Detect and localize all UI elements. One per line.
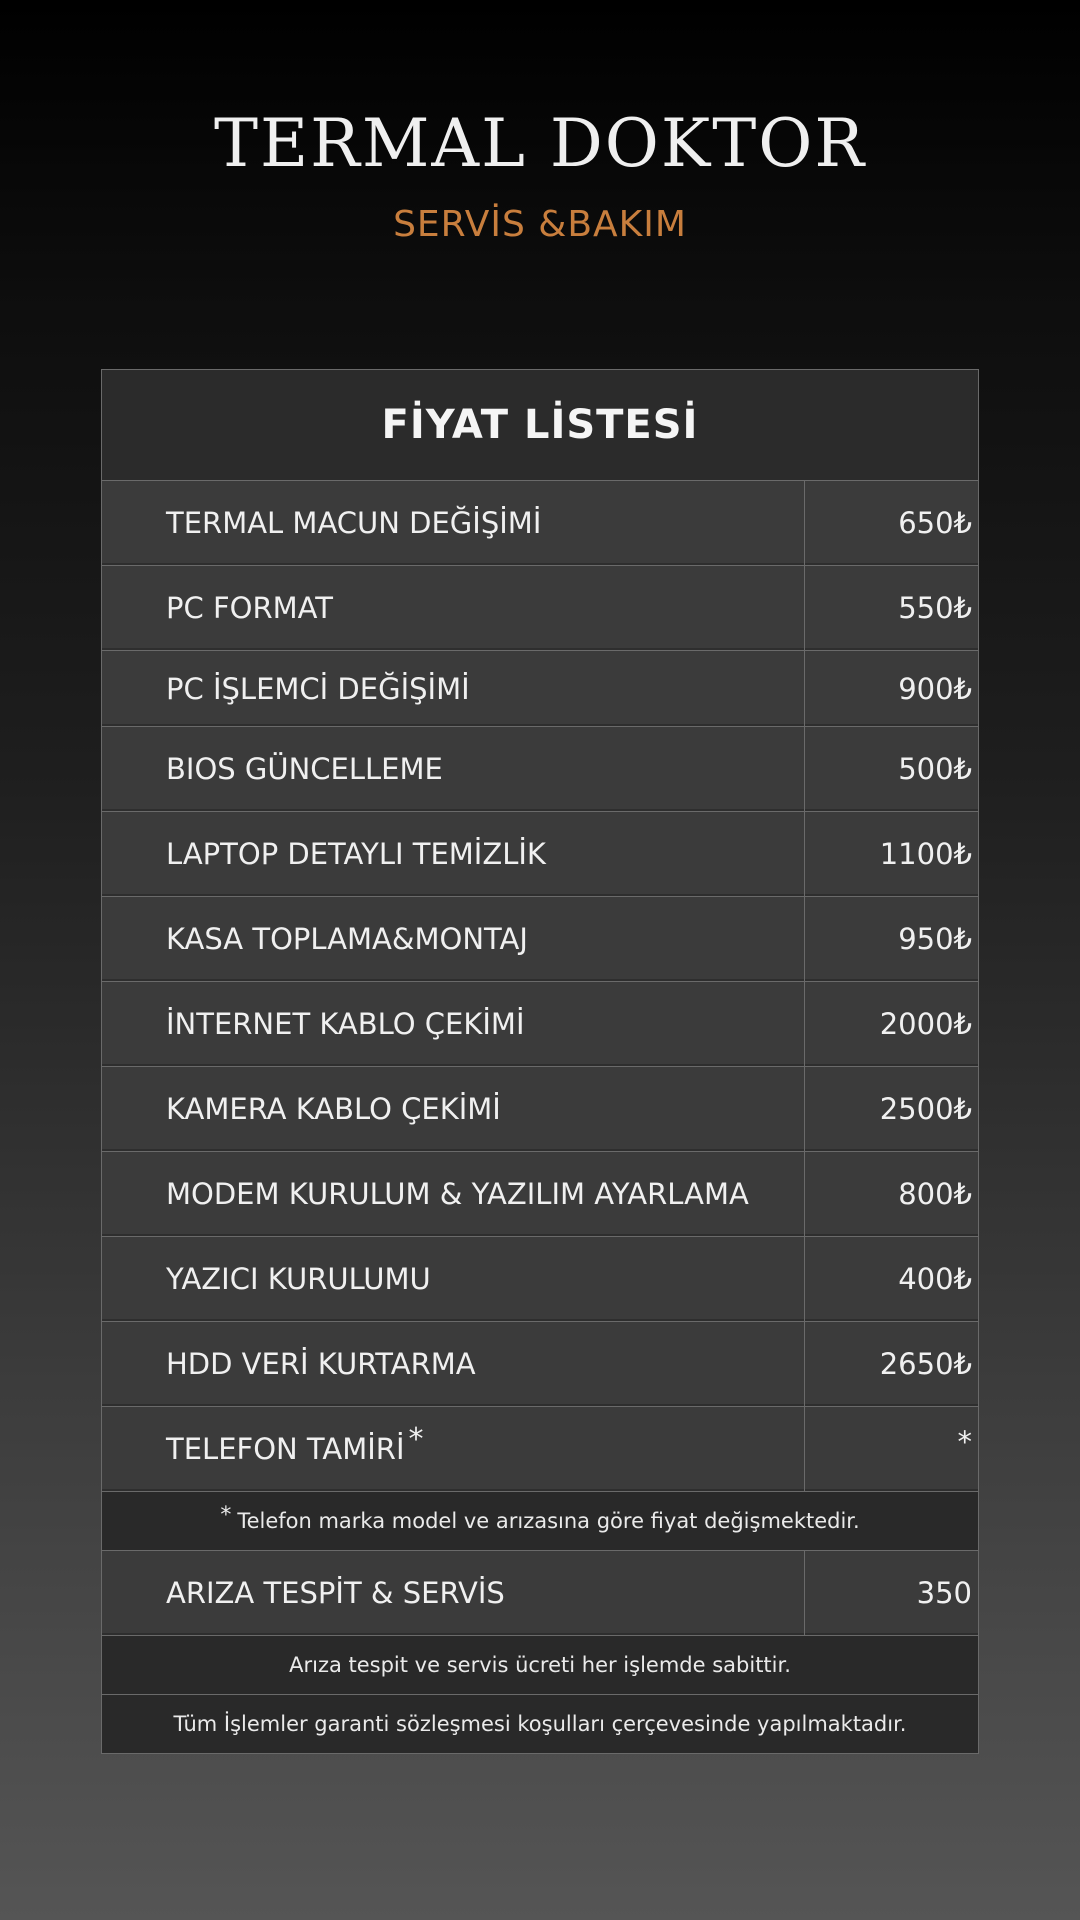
table-row <box>102 727 978 812</box>
table-row <box>102 566 978 651</box>
service-name: KASA TOPLAMA&MONTAJ <box>102 897 805 981</box>
service-name: ARIZA TESPİT & SERVİS <box>102 1551 805 1635</box>
service-price: 500₺ <box>898 752 972 786</box>
service-price: * <box>957 1425 972 1459</box>
service-name: TERMAL MACUN DEĞİŞİMİ <box>102 481 805 565</box>
service-price: 650₺ <box>898 506 972 540</box>
table-row <box>102 1237 978 1322</box>
service-name: BIOS GÜNCELLEME <box>102 727 805 811</box>
table-row <box>102 897 978 982</box>
price-list-table <box>101 369 979 1754</box>
service-name: PC İŞLEMCİ DEĞİŞİMİ <box>102 651 805 726</box>
service-price: 1100₺ <box>879 837 972 871</box>
phone-note-text: Telefon marka model ve arızasına göre fiyat değişmektedir. <box>237 1509 860 1533</box>
brand-title: TERMAL DOKTOR <box>213 105 867 182</box>
table-row <box>102 1152 978 1237</box>
service-price: 2650₺ <box>879 1347 972 1381</box>
phone-repair-note <box>102 1492 978 1551</box>
service-name: HDD VERİ KURTARMA <box>102 1322 805 1406</box>
service-name: YAZICI KURULUMU <box>102 1237 805 1321</box>
brand-subtitle: SERVİS &BAKIM <box>393 204 687 245</box>
diagnosis-note: Arıza tespit ve servis ücreti her işlemde sabittir. <box>102 1636 978 1695</box>
service-price: 950₺ <box>898 922 972 956</box>
service-name: MODEM KURULUM & YAZILIM AYARLAMA <box>102 1152 805 1236</box>
table-row <box>102 812 978 897</box>
service-price: 550₺ <box>898 591 972 625</box>
table-row <box>102 1407 978 1492</box>
service-price: 900₺ <box>898 671 972 706</box>
service-price: 2000₺ <box>879 1007 972 1041</box>
table-row-diagnosis <box>102 1551 978 1636</box>
table-row <box>102 1067 978 1152</box>
footnote-mark: * <box>408 1421 424 1457</box>
footnote-mark: * <box>220 1502 232 1528</box>
table-row <box>102 1322 978 1407</box>
warranty-note: Tüm İşlemler garanti sözleşmesi koşulları çerçevesinde yapılmaktadır. <box>102 1695 978 1753</box>
service-name <box>102 1407 805 1491</box>
service-price: 400₺ <box>898 1262 972 1296</box>
service-name: PC FORMAT <box>102 566 805 650</box>
table-row <box>102 982 978 1067</box>
table-row <box>102 651 978 727</box>
service-price: 800₺ <box>898 1177 972 1211</box>
table-row <box>102 481 978 566</box>
service-price: 2500₺ <box>879 1092 972 1126</box>
phone-repair-label: TELEFON TAMİRİ <box>166 1432 405 1466</box>
table-title: FİYAT LİSTESİ <box>102 370 978 481</box>
service-name: İNTERNET KABLO ÇEKİMİ <box>102 982 805 1066</box>
service-price: 350 <box>916 1576 972 1610</box>
service-name: KAMERA KABLO ÇEKİMİ <box>102 1067 805 1151</box>
service-name: LAPTOP DETAYLI TEMİZLİK <box>102 812 805 896</box>
